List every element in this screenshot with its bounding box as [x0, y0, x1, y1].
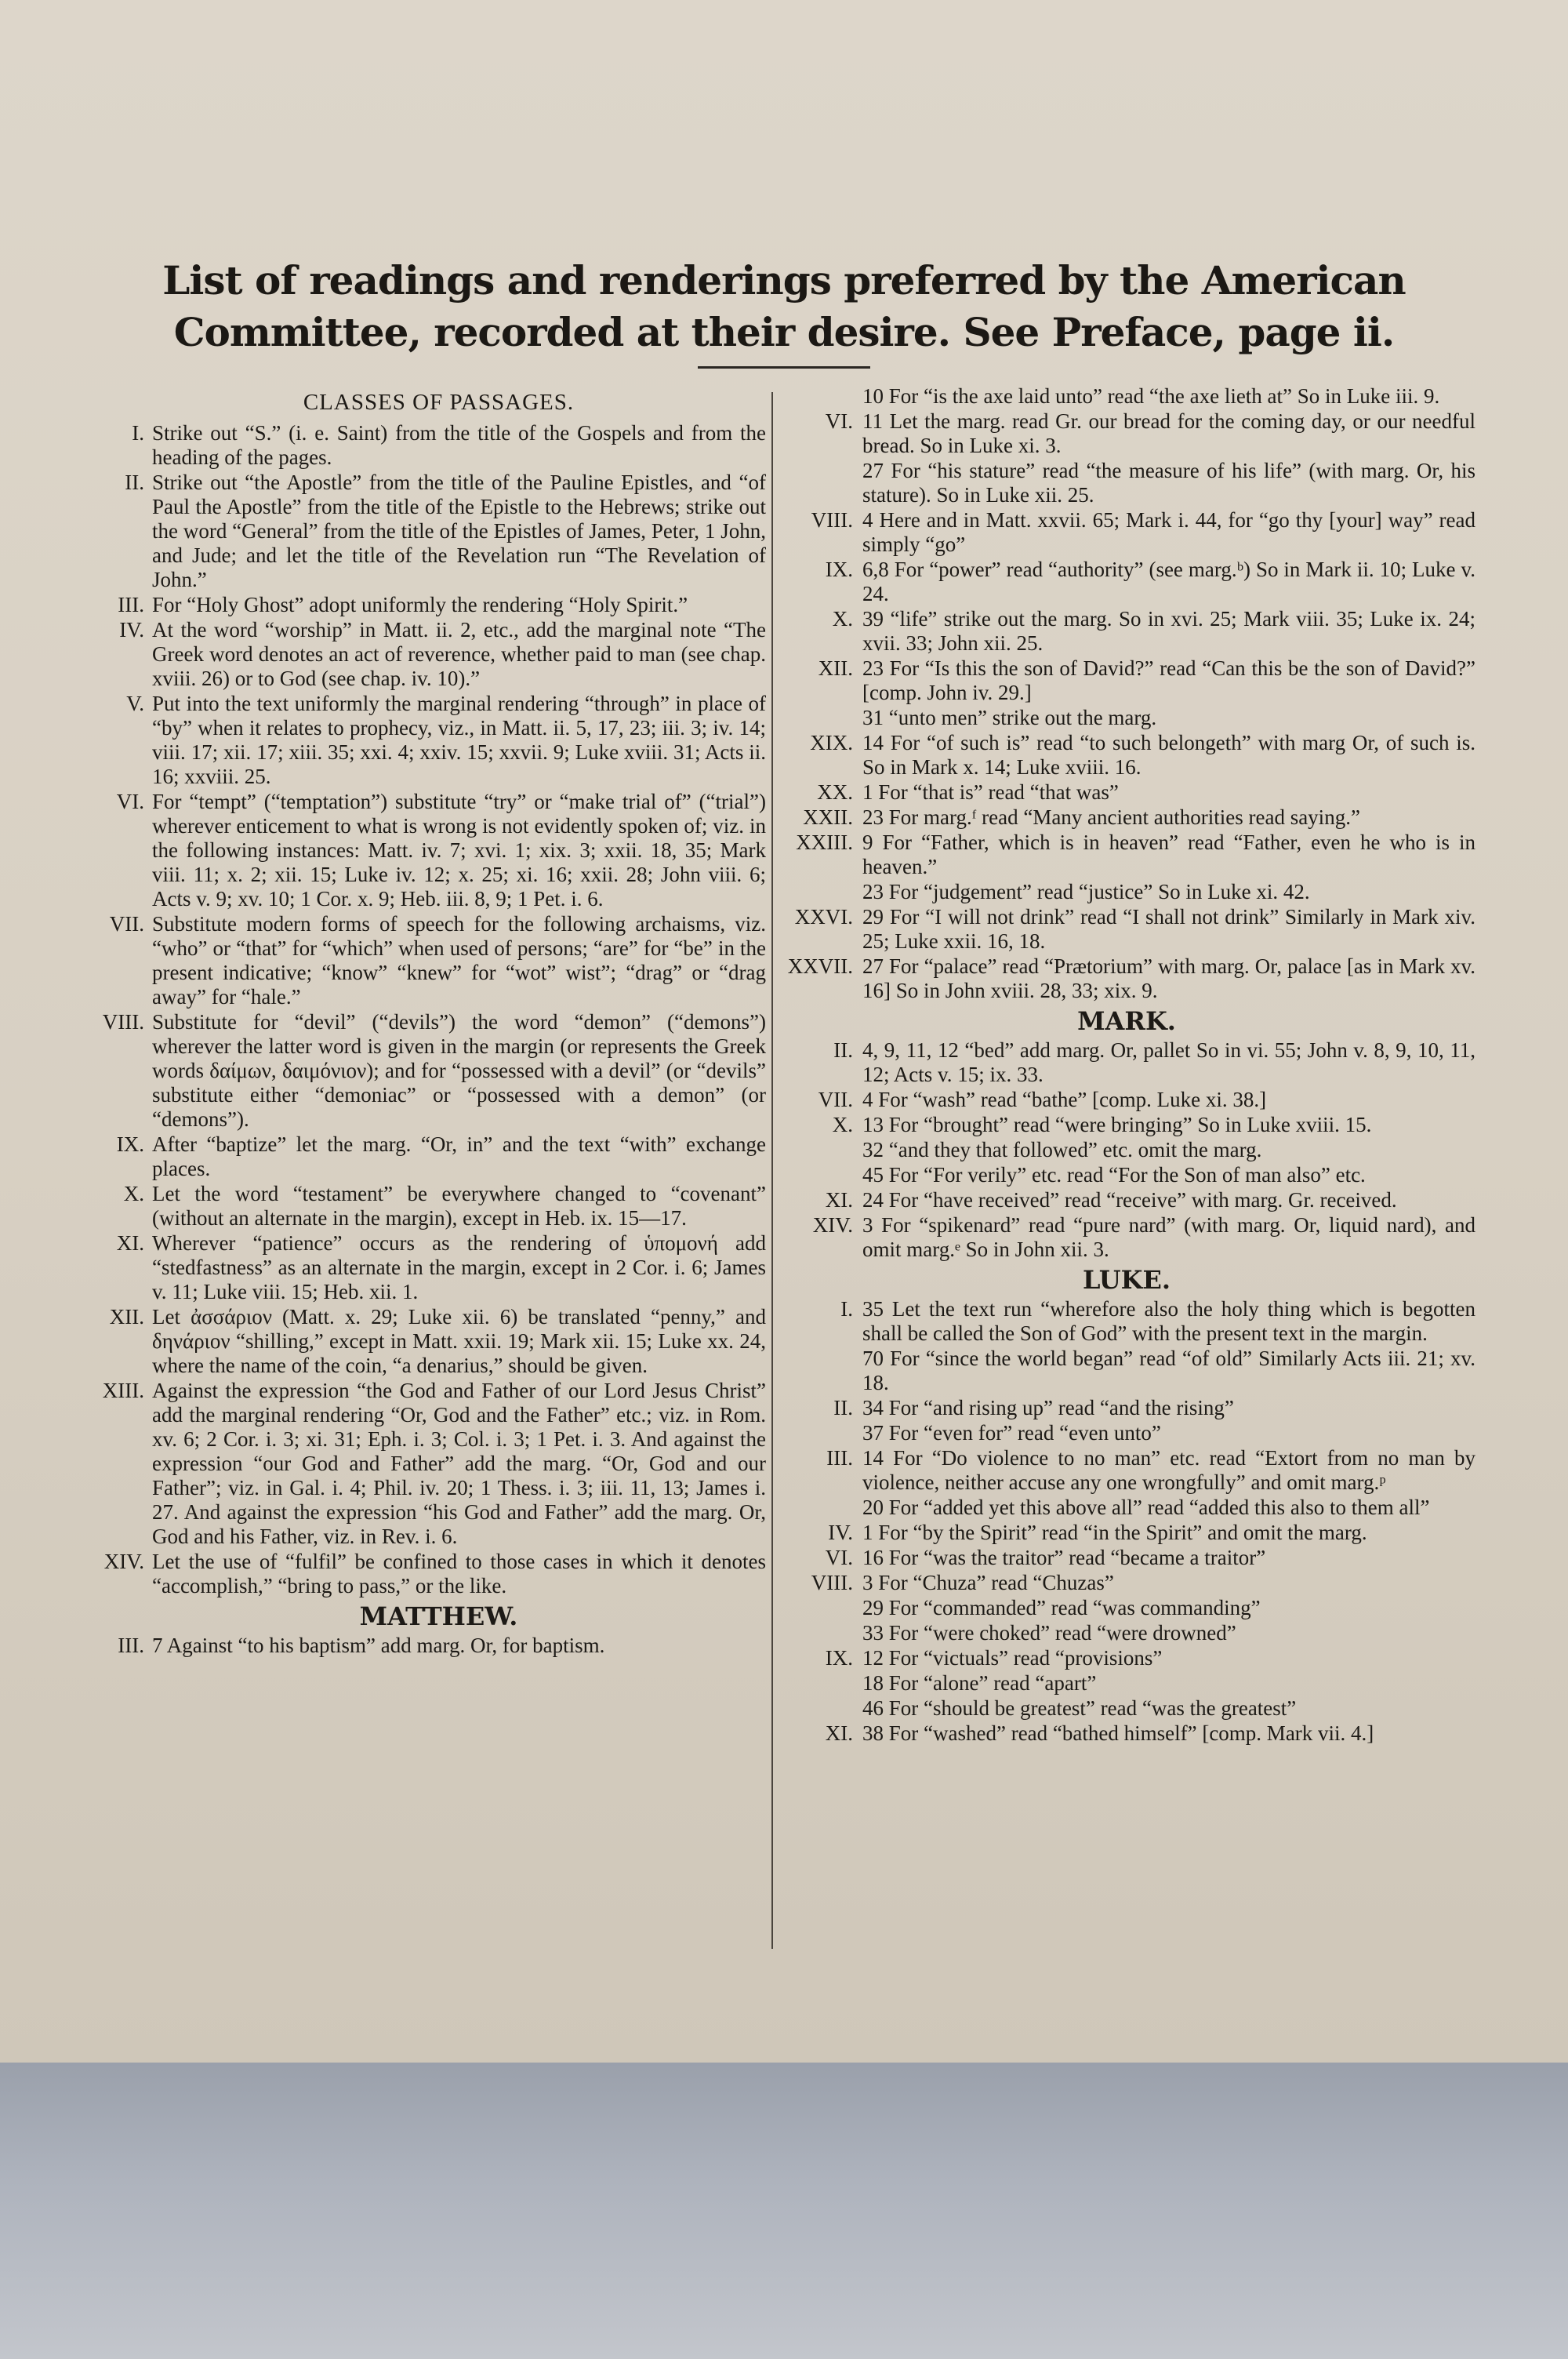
class-entry-text: Wherever “patience” occurs as the rendering of ὑπομονή add “stedfastness” as an alternate in the margin, except in 2 Cor. i. 6; James v. 11; Luke viii. 15; Heb. xii. 1.	[152, 1231, 766, 1303]
matthew-entry-number: XII.	[818, 656, 853, 680]
matthew-entry-number: XIX.	[810, 731, 853, 754]
matthew-entry-text: 11 Let the marg. read Gr. our bread for the coming day, or our needful bread. So in Luke xi. 3.	[862, 409, 1475, 457]
classes-list	[102, 421, 766, 1598]
mark-entry	[778, 1088, 1475, 1112]
class-entry	[111, 1182, 766, 1230]
mark-entry-number: XI.	[825, 1188, 853, 1212]
matthew-entry-text: 4 Here and in Matt. xxvii. 65; Mark i. 44, for “go thy [your] way” read simply “go”	[862, 508, 1475, 556]
class-entry-number: II.	[125, 471, 144, 494]
matthew-entry-number: III.	[118, 1634, 144, 1657]
mark-entry-text: 13 For “brought” read “were bringing” So in Luke xviii. 15.	[862, 1113, 1372, 1136]
mark-entry-text: 3 For “spikenard” read “pure nard” (with marg. Or, liquid nard), and omit marg.ᵉ So in John xii. 3.	[862, 1213, 1475, 1261]
title-rule	[698, 366, 870, 369]
class-entry-text: Strike out “the Apostle” from the title of the Pauline Epistles, and “of Paul the Apostle” from the title of the Epistle to the Hebrews; strike out the word “General” from the title of the Epistles of James, Peter, 1 John, and Jude; and let the title of the Revelation run “The Revelation of John.”	[152, 471, 766, 591]
class-entry	[111, 421, 766, 470]
matthew-entry-text: 1 For “that is” read “that was”	[862, 780, 1119, 804]
matthew-entry	[778, 384, 1475, 409]
class-entry	[102, 1379, 766, 1549]
mark-entry-text: 24 For “have received” read “receive” with marg. Gr. received.	[862, 1188, 1397, 1212]
matthew-entry	[778, 706, 1475, 730]
luke-entry	[778, 1596, 1475, 1620]
class-entry-number: XI.	[116, 1231, 144, 1255]
mark-entry-text: 4, 9, 11, 12 “bed” add marg. Or, pallet So in vi. 55; John v. 8, 9, 10, 11, 12; Acts v. 15; ix. 33.	[862, 1038, 1475, 1086]
matthew-heading: MATTHEW.	[359, 1601, 518, 1631]
matthew-entry	[778, 409, 1475, 458]
luke-entry	[778, 1671, 1475, 1696]
class-entry-text: Substitute for “devil” (“devils”) the word “demon” (“demons”) wherever the latter word is given in the margin (or represents the Greek words δαίμων, δαιμόνιον); and for “possessed with a devil” (or “devils” substitute either “demoniac” or “possessed with a demon” (or “demons”).	[152, 1010, 766, 1131]
class-entry-number: XIV.	[103, 1550, 144, 1573]
mark-entry-number: VII.	[818, 1088, 853, 1111]
page-title: List of readings and renderings preferred by the American Committee, recorded at their desire. See Preface, page ii.	[162, 257, 1406, 355]
class-entry-text: After “baptize” let the marg. “Or, in” and the text “with” exchange places.	[152, 1132, 766, 1180]
mark-entry-number: II.	[833, 1038, 853, 1062]
matthew-entry	[778, 656, 1475, 705]
luke-entry-number: IV.	[828, 1521, 853, 1544]
matthew-entry	[111, 1634, 766, 1658]
luke-entry-number: I.	[840, 1297, 853, 1321]
luke-entry-text: 70 For “since the world began” read “of old” Similarly Acts iii. 21; xv. 18.	[862, 1347, 1475, 1394]
class-entry	[111, 912, 766, 1009]
class-entry-number: IX.	[116, 1132, 144, 1156]
matthew-entry-number: XXII.	[803, 805, 853, 829]
matthew-entry-number: IX.	[825, 558, 853, 581]
matthew-entry	[778, 954, 1475, 1003]
class-entry	[103, 1550, 766, 1598]
class-entry	[111, 1305, 766, 1378]
luke-entry-number: II.	[833, 1396, 853, 1419]
class-entry-text: Let the use of “fulfil” be confined to those cases in which it denotes “accomplish,” “bring to pass,” or the like.	[152, 1550, 766, 1598]
luke-entry-text: 33 For “were choked” read “were drowned”	[862, 1621, 1236, 1645]
right-column	[778, 384, 1475, 1747]
mark-entry-number: XIV.	[812, 1213, 853, 1237]
class-entry-text: For “Holy Ghost” adopt uniformly the rendering “Holy Spirit.”	[152, 593, 688, 616]
matthew-entry	[778, 905, 1475, 954]
class-entry-text: At the word “worship” in Matt. ii. 2, etc., add the marginal note “The Greek word denotes an act of reverence, whether paid to man (see chap. xviii. 26) or to God (see chap. iv. 10).”	[152, 618, 766, 690]
luke-entry	[778, 1496, 1475, 1520]
matthew-entry-text: 14 For “of such is” read “to such belongeth” with marg Or, of such is. So in Mark x. 14; Luke xviii. 16.	[862, 731, 1475, 779]
luke-entry-text: 14 For “Do violence to no man” etc. read “Extort from no man by violence, neither accuse any one wrongfully” and omit marg.ᵖ	[862, 1446, 1475, 1494]
luke-entry-text: 16 For “was the traitor” read “became a traitor”	[862, 1546, 1266, 1569]
luke-entry	[778, 1721, 1475, 1746]
luke-entry-number: XI.	[825, 1721, 853, 1745]
luke-entry-text: 46 For “should be greatest” read “was the greatest”	[862, 1696, 1297, 1720]
mark-entry	[778, 1113, 1475, 1137]
class-entry	[111, 790, 766, 911]
luke-entry	[778, 1297, 1475, 1346]
matthew-entry-text: 7 Against “to his baptism” add marg. Or, for baptism.	[152, 1634, 605, 1657]
mark-entry-number: X.	[832, 1113, 853, 1136]
matthew-entry	[778, 880, 1475, 904]
matthew-entry-number: XXVI.	[794, 905, 853, 929]
luke-entry-text: 1 For “by the Spirit” read “in the Spirit” and omit the marg.	[862, 1521, 1367, 1544]
class-entry-number: IV.	[119, 618, 144, 642]
matthew-entry-number: VIII.	[811, 508, 853, 532]
matthew-entry	[778, 731, 1475, 780]
luke-entry-text: 34 For “and rising up” read “and the rising”	[862, 1396, 1234, 1419]
luke-entry	[778, 1621, 1475, 1645]
mark-entry	[778, 1038, 1475, 1087]
class-entry-text: Against the expression “the God and Father of our Lord Jesus Christ” add the marginal rendering “Or, God and the Father” etc.; viz. in Rom. xv. 6; 2 Cor. i. 3; xi. 31; Eph. i. 3; Col. i. 3; 1 Pet. i. 3. And against the expression “our God and Father” add the marg. “Or, God and our Father”; viz. in Gal. i. 4; Phil. iv. 20; 1 Thess. i. 3; iii. 11, 13; James i. 27. And against the expression “his God and Father” add the marg. Or, God and his Father, viz. in Rev. i. 6.	[152, 1379, 766, 1548]
matthew-entry	[778, 805, 1475, 830]
class-entry-number: VII.	[109, 912, 144, 936]
mark-heading: MARK.	[1077, 1006, 1176, 1036]
luke-entry-text: 37 For “even for” read “even unto”	[862, 1421, 1161, 1445]
class-entry-number: VIII.	[102, 1010, 144, 1034]
mark-entry	[778, 1138, 1475, 1162]
luke-entry-text: 18 For “alone” read “apart”	[862, 1671, 1097, 1695]
matthew-entry	[778, 459, 1475, 507]
matthew-entry	[778, 780, 1475, 805]
class-entry-text: For “tempt” (“temptation”) substitute “try” or “make trial of” (“trial”) wherever enticement to what is wrong is not evidently spoken of; viz. in the following instances: Matt. iv. 7; xvi. 1; xix. 3; xxii. 18, 35; Mark viii. 11; x. 2; xii. 15; Luke iv. 12; x. 25; xi. 16; xxii. 28; John viii. 6; Acts v. 9; xv. 10; 1 Cor. x. 9; Heb. iii. 8, 9; 1 Pet. i. 6.	[152, 790, 766, 911]
luke-entry	[778, 1396, 1475, 1420]
matthew-entry-text: 23 For marg.ᶠ read “Many ancient authorities read saying.”	[862, 805, 1360, 829]
matthew-entry	[778, 607, 1475, 656]
luke-entry-text: 3 For “Chuza” read “Chuzas”	[862, 1571, 1114, 1594]
matthew-entry-text: 31 “unto men” strike out the marg.	[862, 706, 1157, 729]
luke-entry-text: 35 Let the text run “wherefore also the holy thing which is begotten shall be called the Son of God” with the present text in the margin.	[862, 1297, 1475, 1345]
luke-heading: LUKE.	[1083, 1265, 1171, 1295]
left-column	[102, 384, 766, 1659]
matthew-entry-text: 23 For “Is this the son of David?” read “Can this be the son of David?” [comp. John iv. 29.]	[862, 656, 1475, 704]
class-entry-number: VI.	[116, 790, 144, 813]
luke-entry-number: III.	[826, 1446, 853, 1470]
matthew-entry-text: 27 For “palace” read “Prætorium” with marg. Or, palace [as in Mark xv. 16] So in John xviii. 28, 33; xix. 9.	[862, 954, 1475, 1002]
luke-entry	[778, 1546, 1475, 1570]
class-entry-text: Let the word “testament” be everywhere changed to “covenant” (without an alternate in the margin), except in Heb. ix. 15—17.	[152, 1182, 766, 1230]
luke-entry-number: VIII.	[811, 1571, 853, 1594]
mark-list	[778, 1038, 1475, 1262]
class-entry-text: Put into the text uniformly the marginal rendering “through” in place of “by” when it relates to prophecy, viz., in Matt. ii. 5, 17, 23; iii. 3; iv. 14; viii. 17; xii. 17; xiii. 35; xxi. 4; xxiv. 15; xxvii. 9; Luke xviii. 31; Acts ii. 16; xxviii. 25.	[152, 692, 766, 788]
class-entry-number: XII.	[109, 1305, 144, 1329]
class-entry-text: Let ἀσσάριον (Matt. x. 29; Luke xii. 6) be translated “penny,” and δηνάριον “shilling,” except in Matt. xxii. 19; Mark xii. 15; Luke xx. 24, where the name of the coin, “a denarius,” should be given.	[152, 1305, 766, 1377]
matthew-entry-text: 9 For “Father, which is in heaven” read “Father, even he who is in heaven.”	[862, 831, 1475, 878]
table-surface	[0, 2063, 1568, 2359]
matthew-entry	[778, 831, 1475, 879]
luke-entry-number: IX.	[825, 1646, 853, 1670]
mark-entry	[778, 1163, 1475, 1187]
class-entry-number: V.	[126, 692, 144, 715]
class-entry-number: I.	[132, 421, 144, 445]
matthew-entry	[778, 558, 1475, 606]
class-entry	[111, 593, 766, 617]
mark-entry-text: 32 “and they that followed” etc. omit the marg.	[862, 1138, 1262, 1161]
matthew-entry-number: XXIII.	[796, 831, 853, 854]
matthew-entry-text: 6,8 For “power” read “authority” (see marg.ᵇ) So in Mark ii. 10; Luke v. 24.	[862, 558, 1475, 605]
class-entry	[102, 1010, 766, 1132]
matthew-entry-text: 10 For “is the axe laid unto” read “the axe lieth at” So in Luke iii. 9.	[862, 384, 1440, 408]
luke-entry-text: 29 For “commanded” read “was commanding”	[862, 1596, 1261, 1619]
luke-entry-text: 38 For “washed” read “bathed himself” [comp. Mark vii. 4.]	[862, 1721, 1374, 1745]
mark-entry-text: 45 For “For verily” etc. read “For the Son of man also” etc.	[862, 1163, 1366, 1187]
mark-entry-text: 4 For “wash” read “bathe” [comp. Luke xi. 38.]	[862, 1088, 1267, 1111]
class-entry-number: XIII.	[102, 1379, 144, 1402]
class-entry	[111, 1231, 766, 1304]
luke-entry	[778, 1521, 1475, 1545]
matthew-entry-text: 27 For “his stature” read “the measure of his life” (with marg. Or, his stature). So in Luke xii. 25.	[862, 459, 1475, 507]
luke-entry-text: 12 For “victuals” read “provisions”	[862, 1646, 1163, 1670]
matthew-left-list	[111, 1634, 766, 1658]
luke-entry	[778, 1421, 1475, 1445]
mark-entry	[778, 1213, 1475, 1262]
mark-entry	[778, 1188, 1475, 1212]
class-entry	[111, 618, 766, 691]
matthew-entry-number: X.	[832, 607, 853, 631]
class-entry	[111, 692, 766, 789]
luke-entry	[778, 1347, 1475, 1395]
luke-entry	[778, 1646, 1475, 1670]
class-entry	[111, 1132, 766, 1181]
luke-entry	[778, 1446, 1475, 1495]
matthew-entry-number: XXVII.	[787, 954, 853, 978]
luke-entry	[778, 1696, 1475, 1721]
matthew-entry-text: 23 For “judgement” read “justice” So in Luke xi. 42.	[862, 880, 1310, 903]
class-entry-text: Strike out “S.” (i. e. Saint) from the title of the Gospels and from the heading of the pages.	[152, 421, 766, 469]
luke-entry	[778, 1571, 1475, 1595]
class-entry	[111, 471, 766, 592]
class-entry-number: X.	[123, 1182, 144, 1205]
luke-entry-number: VI.	[825, 1546, 853, 1569]
matthew-entry	[778, 508, 1475, 557]
luke-list	[778, 1297, 1475, 1746]
matthew-entry-number: VI.	[825, 409, 853, 433]
class-entry-text: Substitute modern forms of speech for the following archaisms, viz. “who” or “that” for “which” when used of persons; “are” for “be” in the present indicative; “know” “knew” for “wot” wist”; “drag” or “drag away” for “hale.”	[152, 912, 766, 1009]
luke-entry-text: 20 For “added yet this above all” read “added this also to them all”	[862, 1496, 1430, 1519]
classes-heading: CLASSES OF PASSAGES.	[303, 390, 575, 415]
matthew-entry-text: 39 “life” strike out the marg. So in xvi. 25; Mark viii. 35; Luke ix. 24; xvii. 33; John xii. 25.	[862, 607, 1475, 655]
matthew-right-list	[778, 384, 1475, 1003]
matthew-entry-text: 29 For “I will not drink” read “I shall not drink” Similarly in Mark xiv. 25; Luke xxii. 16, 18.	[862, 905, 1475, 953]
class-entry-number: III.	[118, 593, 144, 616]
matthew-entry-number: XX.	[817, 780, 853, 804]
